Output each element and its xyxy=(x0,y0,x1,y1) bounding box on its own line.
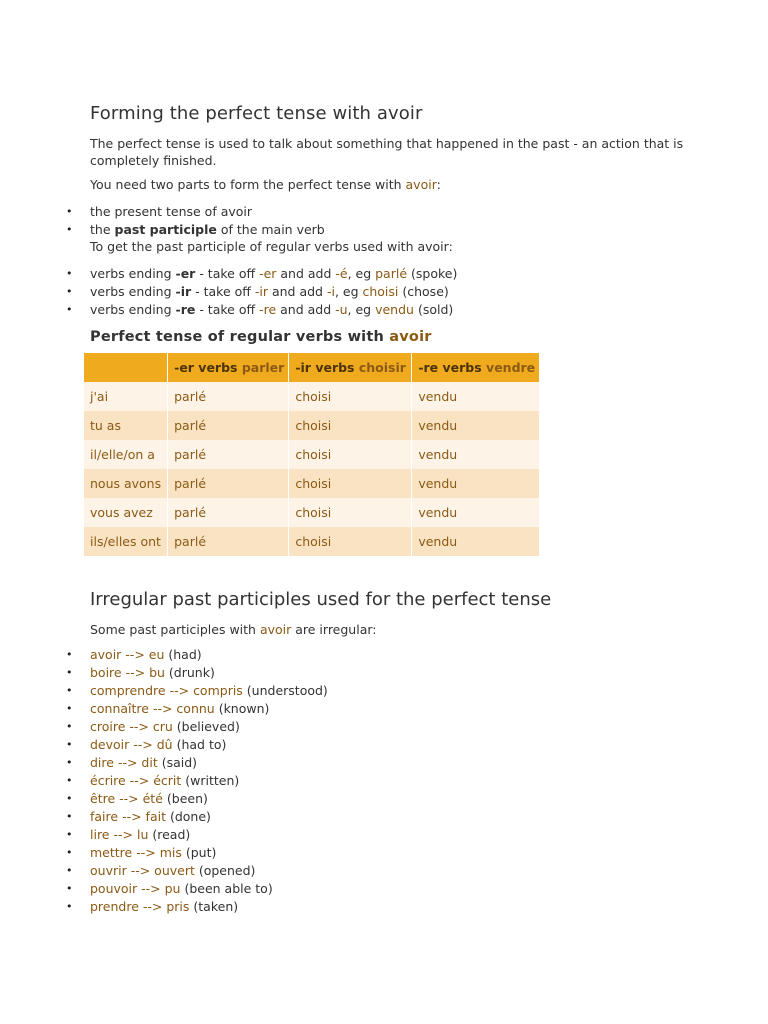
bullet-icon: • xyxy=(66,828,73,841)
verb-link[interactable]: écrire xyxy=(90,773,126,788)
two-parts-paragraph: You need two parts to form the perfect tense with avoir: xyxy=(90,177,441,192)
bullet-icon: • xyxy=(66,882,73,895)
irregular-intro: Some past participles with avoir are irregular: xyxy=(90,622,377,637)
table-cell: nous avons xyxy=(84,469,168,498)
list-item: • écrire --> écrit (written) xyxy=(66,773,240,788)
bullet-icon: • xyxy=(66,720,73,733)
list-item: • être --> été (been) xyxy=(66,791,208,806)
participle-link[interactable]: pu xyxy=(164,881,181,896)
table-title: Perfect tense of regular verbs with avoir xyxy=(90,329,432,345)
participle-link[interactable]: mis xyxy=(159,845,182,860)
section-title-forming: Forming the perfect tense with avoir xyxy=(90,103,423,124)
table-cell: vendu xyxy=(412,469,540,498)
list-item: • pouvoir --> pu (been able to) xyxy=(66,881,273,896)
table-cell: vendu xyxy=(412,440,540,469)
list-item: • avoir --> eu (had) xyxy=(66,647,202,662)
table-cell: vendu xyxy=(412,382,540,411)
header-cell-ir: -ir verbs choisir xyxy=(289,353,412,382)
participle-intro: To get the past participle of regular verbs used with avoir: xyxy=(90,239,453,254)
section-title-irregular: Irregular past participles used for the perfect tense xyxy=(90,589,552,610)
table-header-row xyxy=(84,353,540,382)
table-cell: vendu xyxy=(412,411,540,440)
participle-link[interactable]: lu xyxy=(136,827,149,842)
bullet-icon: • xyxy=(66,205,73,218)
participle-link[interactable]: cru xyxy=(152,719,173,734)
table-cell: choisi xyxy=(289,382,412,411)
table-cell: parlé xyxy=(168,382,289,411)
list-item: • verbs ending -er - take off -er and add -é, eg parlé (spoke) xyxy=(66,266,458,281)
bullet-icon: • xyxy=(66,223,73,236)
table-row xyxy=(84,411,540,440)
bullet-icon: • xyxy=(66,756,73,769)
participle-link[interactable]: dit xyxy=(141,755,158,770)
bullet-icon: • xyxy=(66,684,73,697)
table-cell: tu as xyxy=(84,411,168,440)
avoir-link[interactable]: avoir xyxy=(405,177,437,192)
verb-link[interactable]: croire xyxy=(90,719,126,734)
table-cell: ils/elles ont xyxy=(84,527,168,556)
bullet-icon: • xyxy=(66,864,73,877)
table-cell: choisi xyxy=(289,440,412,469)
verb-link[interactable]: ouvrir xyxy=(90,863,127,878)
list-item: • dire --> dit (said) xyxy=(66,755,198,770)
table-cell: choisi xyxy=(289,498,412,527)
table-cell: parlé xyxy=(168,498,289,527)
intro-paragraph: The perfect tense is used to talk about something that happened in the past - an action that is completely finished. xyxy=(90,136,684,168)
verb-link[interactable]: avoir xyxy=(90,647,122,662)
bullet-icon: • xyxy=(66,846,73,859)
list-item: • verbs ending -re - take off -re and add -u, eg vendu (sold) xyxy=(66,302,454,317)
list-item: • prendre --> pris (taken) xyxy=(66,899,239,914)
list-item: • lire --> lu (read) xyxy=(66,827,191,842)
table-body xyxy=(84,382,540,556)
verb-link[interactable]: boire xyxy=(90,665,122,680)
list-item: • boire --> bu (drunk) xyxy=(66,665,215,680)
verb-link[interactable]: comprendre xyxy=(90,683,166,698)
header-cell-empty xyxy=(84,353,168,382)
verb-link[interactable]: dire xyxy=(90,755,114,770)
bullet-icon: • xyxy=(66,738,73,751)
verb-link[interactable]: mettre xyxy=(90,845,133,860)
table-cell: parlé xyxy=(168,440,289,469)
table-row xyxy=(84,440,540,469)
irregular-list xyxy=(66,646,328,916)
table-cell: choisi xyxy=(289,411,412,440)
table-row xyxy=(84,498,540,527)
list-item: • faire --> fait (done) xyxy=(66,809,211,824)
table-cell: parlé xyxy=(168,411,289,440)
verb-link[interactable]: faire xyxy=(90,809,119,824)
table-cell: choisi xyxy=(289,469,412,498)
list-item: • connaître --> connu (known) xyxy=(66,701,270,716)
table-row xyxy=(84,527,540,556)
verb-link[interactable]: lire xyxy=(90,827,110,842)
bullet-icon: • xyxy=(66,285,73,298)
participle-link[interactable]: pris xyxy=(166,899,190,914)
list-item: • the past participle of the main verb xyxy=(66,222,325,237)
verb-link[interactable]: connaître xyxy=(90,701,149,716)
list-item: • comprendre --> compris (understood) xyxy=(66,683,328,698)
participle-link[interactable]: dû xyxy=(156,737,173,752)
table-cell: parlé xyxy=(168,527,289,556)
parts-list xyxy=(66,203,325,239)
bullet-icon: • xyxy=(66,303,73,316)
participle-link[interactable]: fait xyxy=(145,809,166,824)
bullet-icon: • xyxy=(66,648,73,661)
bullet-icon: • xyxy=(66,900,73,913)
table-row xyxy=(84,382,540,411)
conjugation-table xyxy=(84,353,540,556)
table-cell: il/elle/on a xyxy=(84,440,168,469)
bullet-icon: • xyxy=(66,810,73,823)
participle-link[interactable]: eu xyxy=(148,647,165,662)
list-item: • mettre --> mis (put) xyxy=(66,845,217,860)
participle-link[interactable]: compris xyxy=(193,683,243,698)
bullet-icon: • xyxy=(66,774,73,787)
table-cell: vendu xyxy=(412,527,540,556)
header-cell-er: -er verbs parler xyxy=(168,353,289,382)
list-item: • verbs ending -ir - take off -ir and add -i, eg choisi (chose) xyxy=(66,284,449,299)
verb-link[interactable]: devoir xyxy=(90,737,130,752)
participle-link[interactable]: ouvert xyxy=(154,863,195,878)
participle-link[interactable]: connu xyxy=(176,701,215,716)
list-item: • devoir --> dû (had to) xyxy=(66,737,227,752)
table-cell: vendu xyxy=(412,498,540,527)
bullet-icon: • xyxy=(66,666,73,679)
verb-link[interactable]: prendre xyxy=(90,899,139,914)
table-cell: j'ai xyxy=(84,382,168,411)
verb-link[interactable]: pouvoir xyxy=(90,881,138,896)
bullet-icon: • xyxy=(66,267,73,280)
header-cell-re: -re verbs vendre xyxy=(412,353,540,382)
verb-link[interactable]: être xyxy=(90,791,116,806)
participle-link[interactable]: bu xyxy=(149,665,165,680)
participle-link[interactable]: écrit xyxy=(153,773,182,788)
list-item: • the present tense of avoir xyxy=(66,204,253,219)
rules-list xyxy=(66,265,458,319)
bullet-icon: • xyxy=(66,792,73,805)
table-cell: choisi xyxy=(289,527,412,556)
bullet-icon: • xyxy=(66,702,73,715)
table-cell: vous avez xyxy=(84,498,168,527)
participle-link[interactable]: été xyxy=(142,791,163,806)
table-cell: parlé xyxy=(168,469,289,498)
list-item: • ouvrir --> ouvert (opened) xyxy=(66,863,256,878)
list-item: • croire --> cru (believed) xyxy=(66,719,240,734)
table-row xyxy=(84,469,540,498)
